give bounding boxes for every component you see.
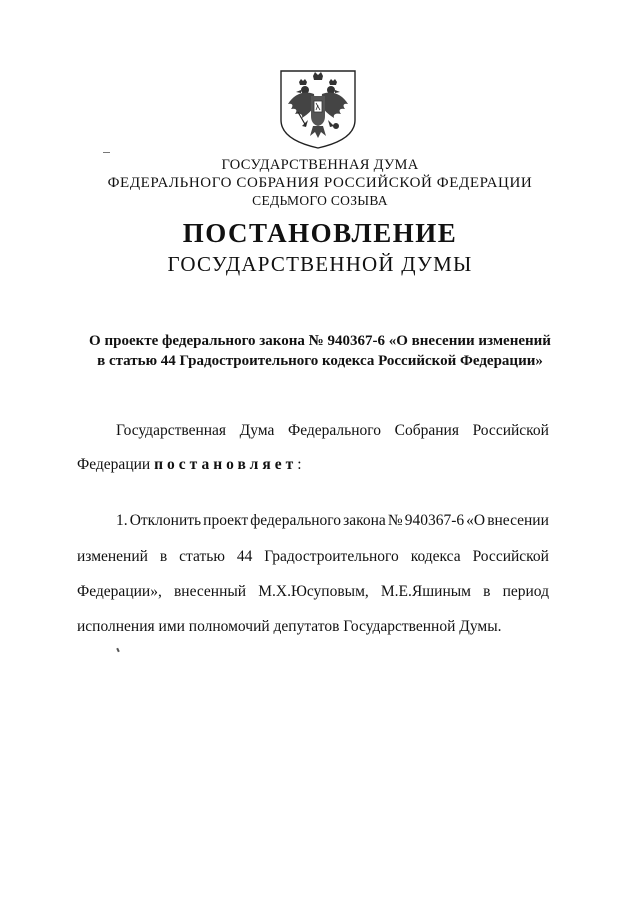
word: статью [179, 548, 225, 565]
word: Государственная [116, 422, 227, 439]
subject-line-2: в статью 44 Градостроительного кодекса Российской Федерации» [97, 353, 543, 369]
word: в [159, 548, 168, 565]
header-line-convocation: СЕДЬМОГО СОЗЫВА [252, 193, 388, 208]
subject-line-1: О проекте федерального закона № 940367-6 «О внесении изменений [89, 333, 551, 349]
body-line-2 [77, 455, 549, 475]
document-subtitle: ГОСУДАРСТВЕННОЙ ДУМЫ [167, 252, 473, 276]
word: в [483, 583, 491, 600]
punctuation: : [297, 456, 302, 473]
header-line-duma: ГОСУДАРСТВЕННАЯ ДУМА [221, 157, 419, 173]
body-line-1 [116, 421, 549, 441]
word: федерального [250, 512, 342, 529]
word: М.Е.Яшиным [380, 583, 471, 600]
body-line-3 [116, 511, 549, 531]
document-title: ПОСТАНОВЛЕНИЕ [182, 218, 458, 248]
body-line-5 [77, 582, 549, 602]
word: проект [203, 512, 249, 529]
coat-of-arms-icon [278, 68, 358, 150]
scan-mark [103, 152, 110, 153]
word: 1. [116, 512, 128, 529]
resolution-verb: постановляет [154, 456, 298, 473]
word: закона [343, 512, 386, 529]
word: М.Х.Юсуповым, [258, 583, 369, 600]
word: изменений [77, 548, 148, 565]
header-line-assembly: ФЕДЕРАЛЬНОГО СОБРАНИЯ РОССИЙСКОЙ ФЕДЕРАЦИИ [107, 175, 533, 191]
word: Федерального [287, 422, 382, 439]
word: внесении [487, 512, 549, 529]
word: № [387, 512, 403, 529]
body-line-4 [77, 547, 549, 567]
word: период [502, 583, 549, 600]
word: 44 [236, 548, 253, 565]
word: Российской [472, 422, 549, 439]
word: Собрания [394, 422, 459, 439]
body-line-6: исполнения ими полномочий депутатов Государственной Думы. [77, 618, 502, 635]
word: кодекса [410, 548, 461, 565]
word: внесенный [173, 583, 247, 600]
scan-mark [116, 648, 120, 652]
word: Градостроительного [264, 548, 399, 565]
word: 940367-6 [404, 512, 465, 529]
word: Дума [239, 422, 275, 439]
word: Отклонить [129, 512, 202, 529]
word: «О [466, 512, 486, 529]
word: Федерации [77, 456, 151, 473]
word: Российской [472, 548, 549, 565]
word: Федерации», [77, 583, 162, 600]
